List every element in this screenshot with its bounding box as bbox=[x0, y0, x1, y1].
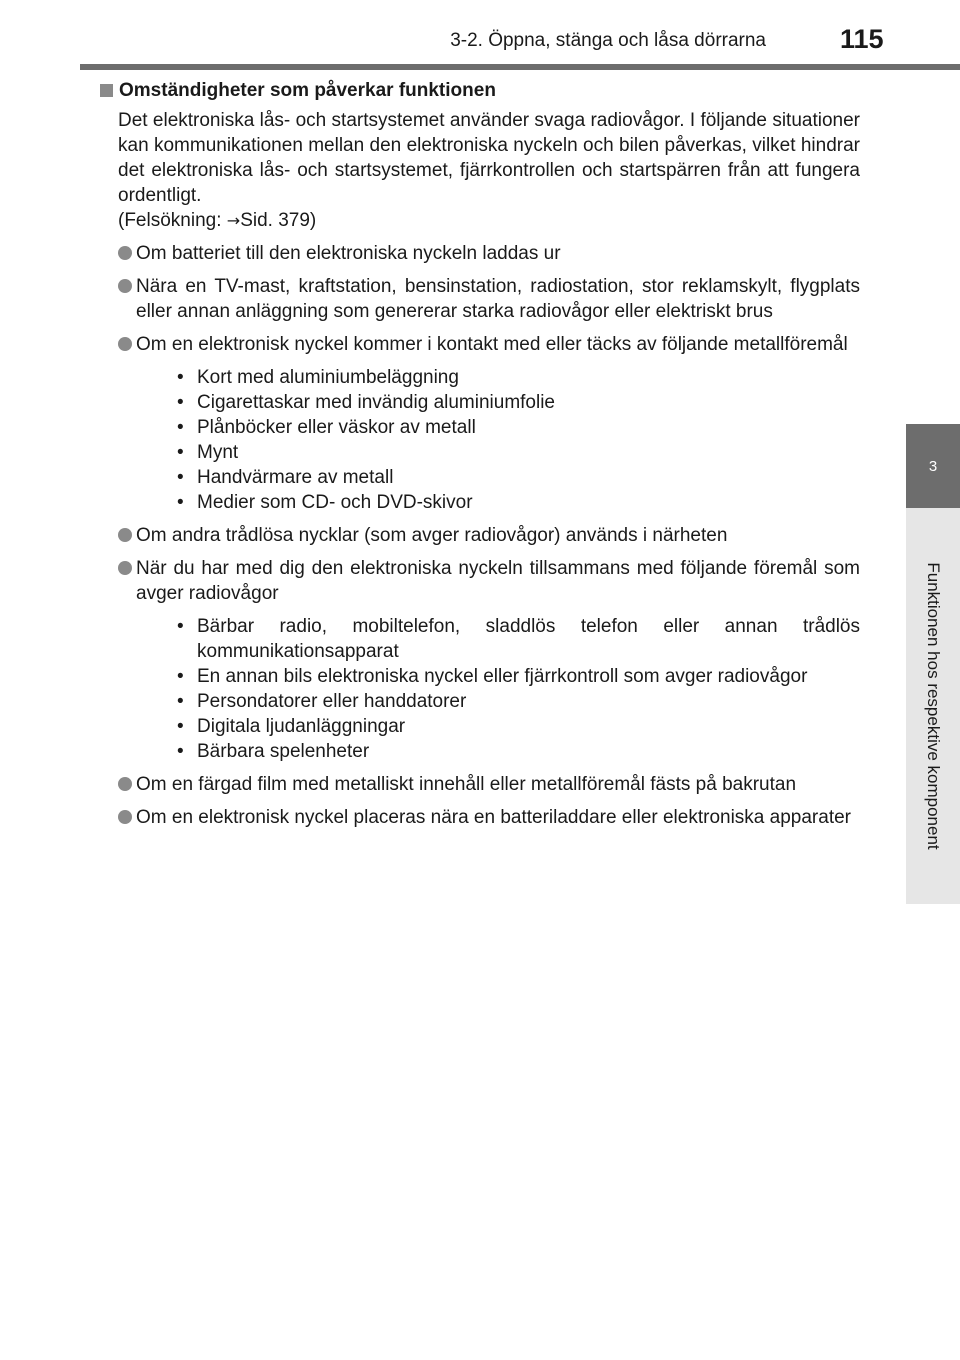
circle-bullet-icon bbox=[118, 279, 132, 293]
list-item bbox=[118, 772, 860, 797]
chapter-label: Funktionen hos respektive komponent bbox=[924, 562, 943, 850]
circle-bullet-icon bbox=[118, 777, 132, 791]
sub-list-item: • Bärbar radio, mobiltelefon, sladdlös telefon eller annan trådlös kommunikationsapparat bbox=[172, 614, 860, 664]
small-bullet-icon: • bbox=[177, 616, 184, 637]
troubleshooting-reference bbox=[118, 208, 860, 233]
chapter-number: 3 bbox=[928, 457, 938, 475]
sub-list-item: • Cigarettaskar med invändig aluminiumfolie bbox=[172, 390, 860, 415]
page-number: 115 bbox=[840, 24, 884, 54]
sub-list-item: • Handvärmare av metall bbox=[172, 465, 860, 490]
sub-list-item: • Plånböcker eller väskor av metall bbox=[172, 415, 860, 440]
small-bullet-icon: • bbox=[177, 417, 184, 438]
circle-bullet-icon bbox=[118, 246, 132, 260]
sub-list-item: • Medier som CD- och DVD-skivor bbox=[172, 490, 860, 515]
chapter-tab bbox=[906, 424, 960, 508]
small-bullet-icon: • bbox=[177, 442, 184, 463]
list-item-text: Om en elektronisk nyckel kommer i kontakt med eller täcks av följande metallföremål bbox=[136, 334, 848, 355]
list-item bbox=[118, 523, 860, 548]
sub-list-item: • Kort med aluminiumbeläggning bbox=[172, 365, 860, 390]
section-heading bbox=[100, 78, 860, 103]
list-item bbox=[118, 332, 860, 515]
small-bullet-icon: • bbox=[177, 367, 184, 388]
circle-bullet-icon bbox=[118, 810, 132, 824]
section-intro bbox=[118, 108, 860, 233]
intro-text: Det elektroniska lås- och startsystemet använder svaga radiovågor. I följande situationer kan kommunikationen mellan den elektroniska nyckeln och bilen påverkas, vilket hindrar det elektroniska lås- och startsystemet, fjärrkontrollen och startspärren från att fungera ordentligt. bbox=[118, 110, 860, 206]
list-item-text: Om en färgad film med metalliskt innehåll eller metallföremål fästs på bakrutan bbox=[136, 774, 797, 795]
sub-list-item: • Persondatorer eller handdatorer bbox=[172, 689, 860, 714]
list-item bbox=[118, 274, 860, 324]
sub-list-item: • Bärbara spelenheter bbox=[172, 739, 860, 764]
sub-list bbox=[172, 365, 860, 515]
small-bullet-icon: • bbox=[177, 467, 184, 488]
small-bullet-icon: • bbox=[177, 666, 184, 687]
circle-bullet-icon bbox=[118, 528, 132, 542]
small-bullet-icon: • bbox=[177, 492, 184, 513]
list-item bbox=[118, 805, 860, 830]
reference-target: Sid. 379) bbox=[240, 210, 317, 231]
small-bullet-icon: • bbox=[177, 691, 184, 712]
reference-prefix: (Felsökning: bbox=[118, 210, 227, 231]
list-item-text: När du har med dig den elektroniska nyckeln tillsammans med följande föremål som avger radiovågor bbox=[136, 558, 860, 604]
list-item-text: Om andra trådlösa nycklar (som avger radiovågor) används i närheten bbox=[136, 525, 728, 546]
sub-list-item: • En annan bils elektroniska nyckel eller fjärrkontroll som avger radiovågor bbox=[172, 664, 860, 689]
main-content bbox=[100, 78, 860, 830]
list-item-text: Om en elektronisk nyckel placeras nära en batteriladdare eller elektroniska apparater bbox=[136, 807, 851, 828]
arrow-right-icon: → bbox=[226, 211, 241, 230]
list-item bbox=[118, 241, 860, 266]
small-bullet-icon: • bbox=[177, 741, 184, 762]
square-bullet-icon bbox=[100, 84, 113, 97]
small-bullet-icon: • bbox=[177, 392, 184, 413]
sub-list bbox=[172, 614, 860, 764]
running-header-title: 3-2. Öppna, stänga och låsa dörrarna bbox=[450, 30, 766, 51]
list-item bbox=[118, 556, 860, 764]
list-item-text: Om batteriet till den elektroniska nyckeln laddas ur bbox=[136, 243, 561, 264]
circle-bullet-icon bbox=[118, 337, 132, 351]
header-rule bbox=[80, 64, 960, 70]
small-bullet-icon: • bbox=[177, 716, 184, 737]
list-item-text: Nära en TV-mast, kraftstation, bensinstation, radiostation, stor reklamskylt, flygplats eller annan anläggning som genererar starka radiovågor eller elektriskt brus bbox=[136, 276, 860, 322]
sub-list-item: • Mynt bbox=[172, 440, 860, 465]
section-heading-text: Omständigheter som påverkar funktionen bbox=[119, 80, 496, 101]
sub-list-item: • Digitala ljudanläggningar bbox=[172, 714, 860, 739]
circle-bullet-icon bbox=[118, 561, 132, 575]
